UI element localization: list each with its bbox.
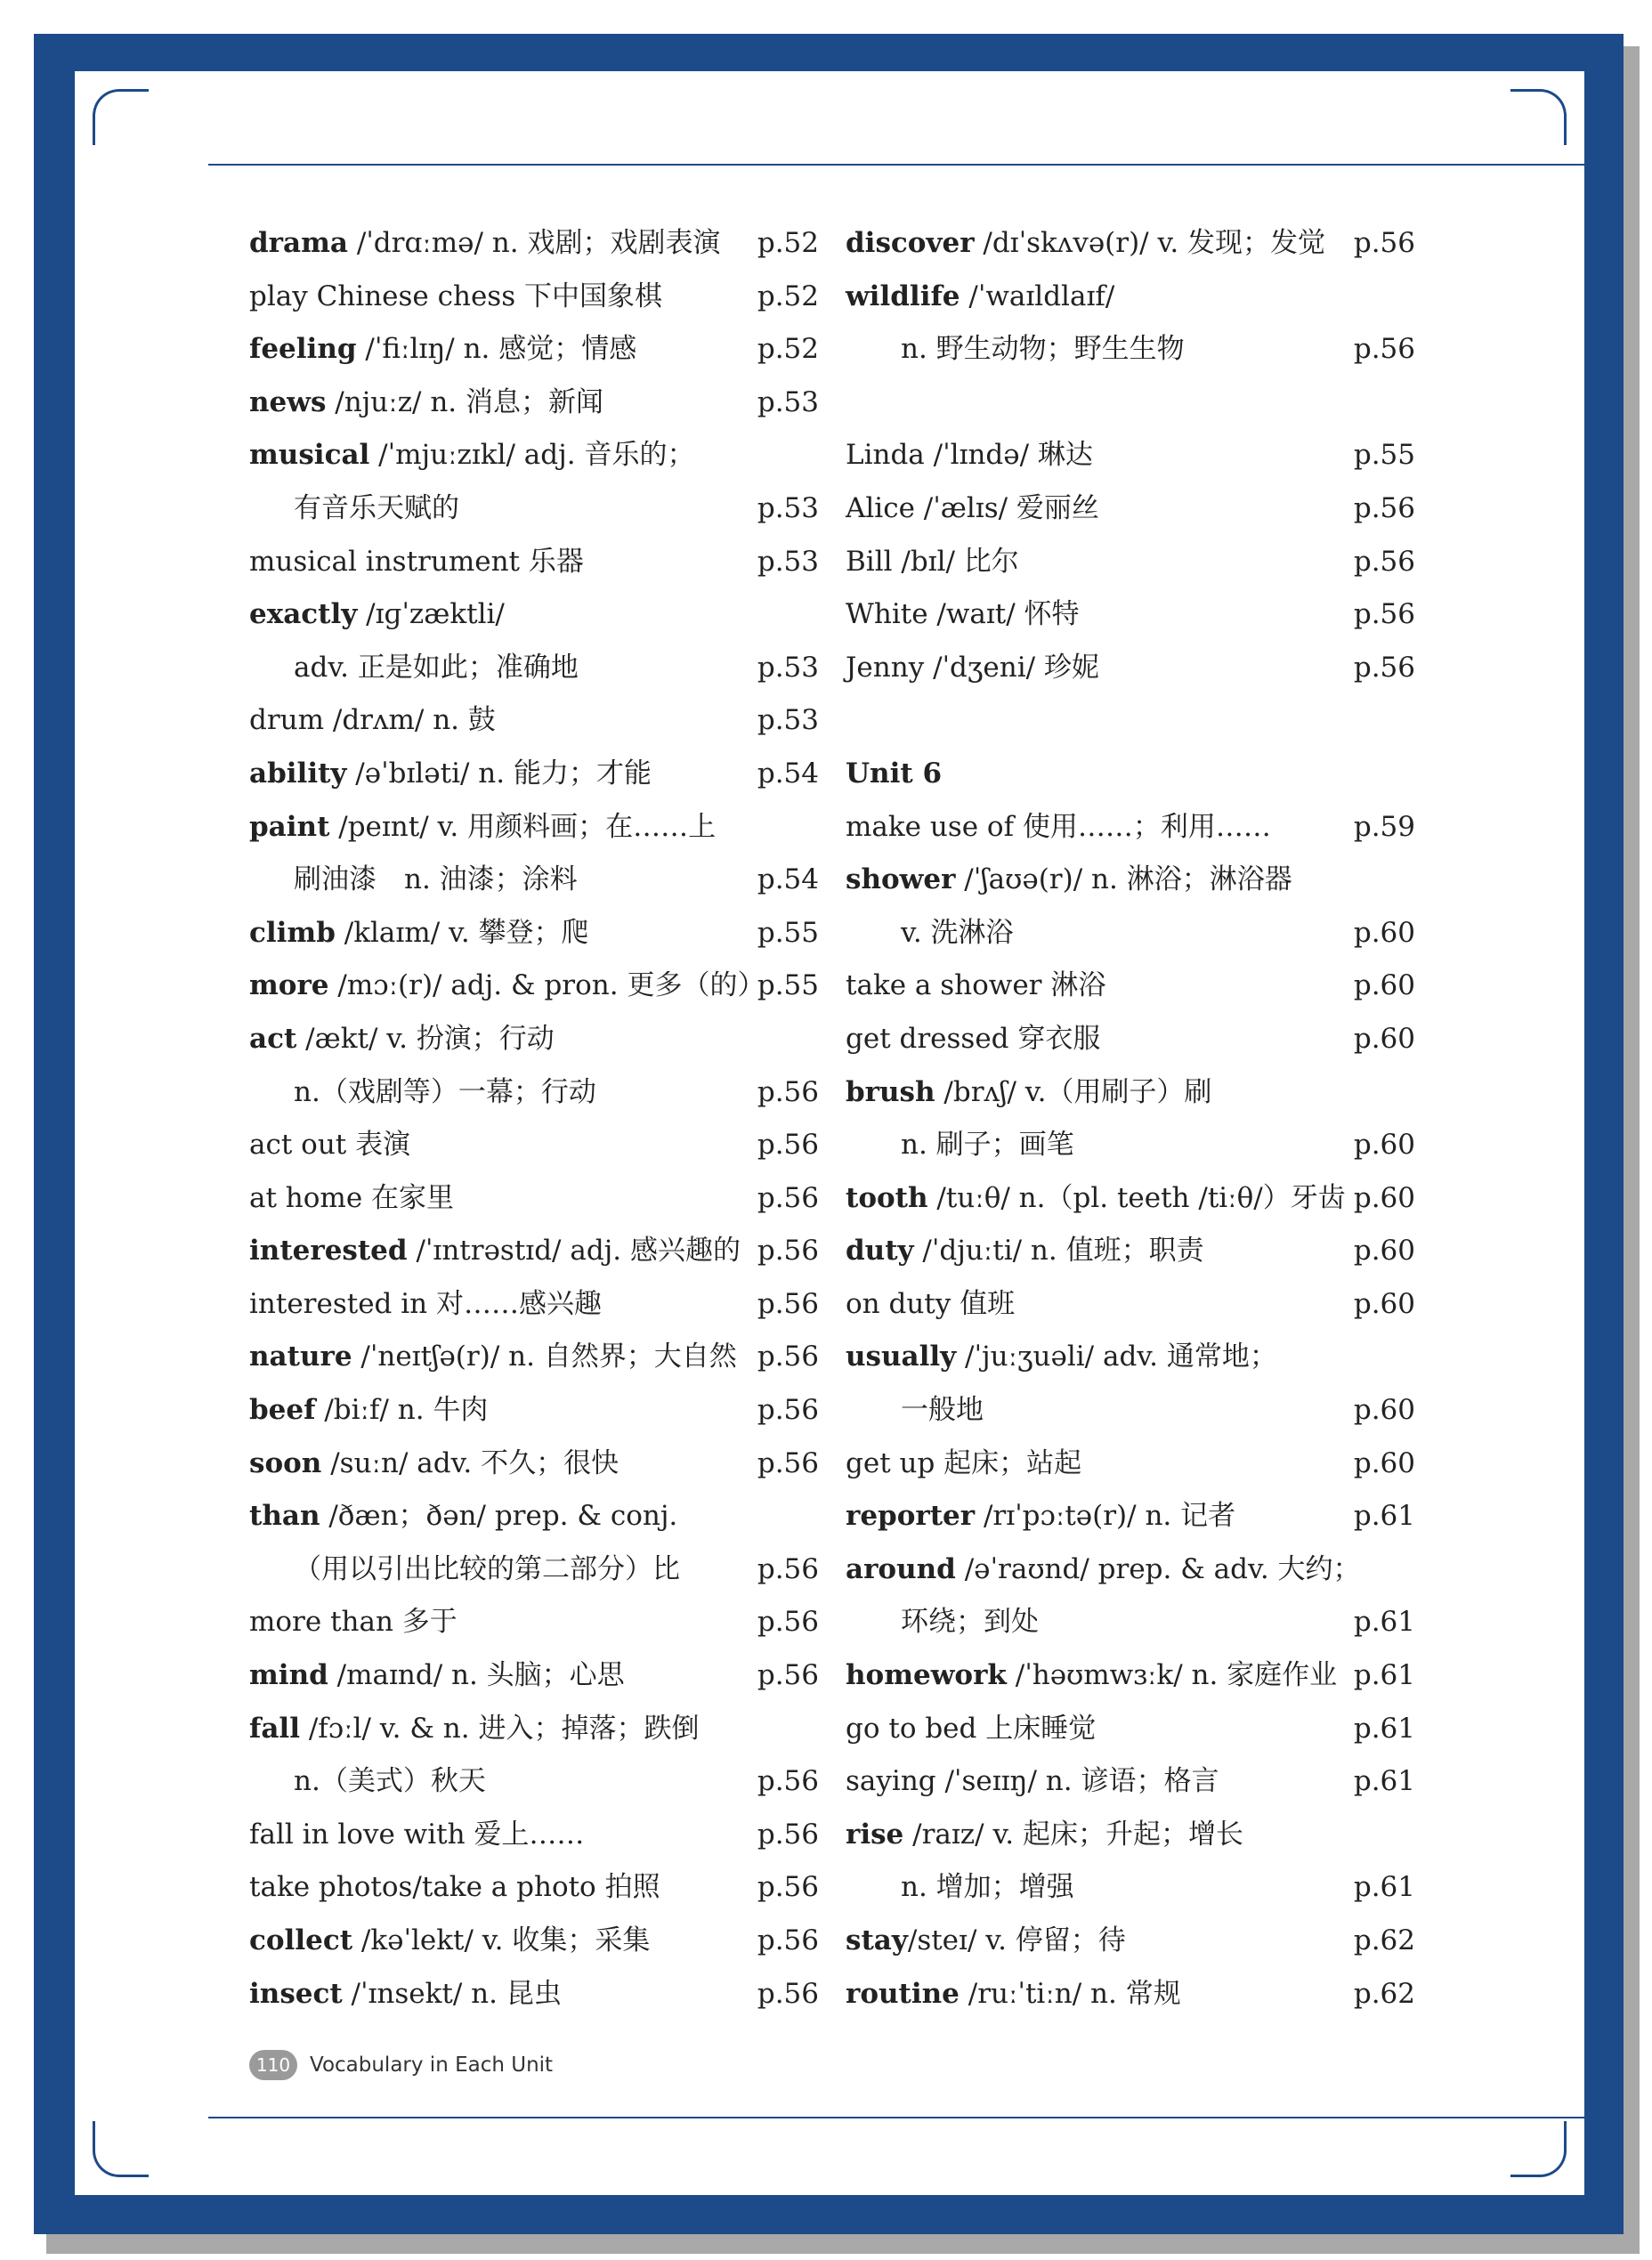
vocab-entry <box>249 748 819 801</box>
page-reference: p.56 <box>1353 491 1415 524</box>
headword: news <box>249 385 327 418</box>
vocab-entry <box>846 1278 1415 1332</box>
definition: /biːf/ n. 牛肉 <box>315 1394 489 1427</box>
definition: /ˈɪntrəstɪd/ adj. 感兴趣的 <box>407 1235 741 1268</box>
entry-text <box>249 536 584 589</box>
vocab-entry <box>249 482 819 536</box>
definition: adv. 正是如此；准确地 <box>294 651 579 684</box>
headword: act <box>249 1022 297 1055</box>
vocab-entry <box>249 1915 819 1968</box>
entry-text <box>249 960 765 1013</box>
vocab-entry <box>249 1278 819 1332</box>
headword: ability <box>249 757 347 790</box>
definition: /kəˈlekt/ v. 收集；采集 <box>352 1924 651 1956</box>
definition: /suːn/ adv. 不久；很快 <box>321 1446 620 1479</box>
definition: more than 多于 <box>249 1606 458 1639</box>
page-reference: p.56 <box>757 1446 819 1479</box>
definition: /ruːˈtiːn/ n. 常规 <box>959 1977 1181 2010</box>
page-reference: p.56 <box>757 1765 819 1798</box>
entry-text <box>846 1331 1277 1384</box>
definition: on duty 值班 <box>846 1287 1016 1320</box>
entry-text <box>846 748 942 801</box>
footer-title: Vocabulary in Each Unit <box>310 2053 554 2077</box>
definition: /ækt/ v. 扮演；行动 <box>296 1022 555 1055</box>
page-reference: p.60 <box>1353 1129 1415 1162</box>
entry-text <box>846 1861 1074 1915</box>
definition: drum /drʌm/ n. 鼓 <box>249 704 496 737</box>
entry-text <box>846 801 1271 855</box>
vocab-entry <box>249 1968 819 2021</box>
entry-text <box>846 1490 1235 1543</box>
vocab-entry <box>249 1066 819 1120</box>
definition: play Chinese chess 下中国象棋 <box>249 279 662 312</box>
vocab-entry <box>846 1649 1415 1703</box>
headword: rise <box>846 1818 904 1851</box>
vocab-entry <box>249 854 819 907</box>
page-number-badge: 110 <box>249 2050 297 2080</box>
entry-text <box>846 1384 984 1438</box>
vocab-entry <box>846 1543 1415 1597</box>
headword: insect <box>249 1977 343 2010</box>
headword: collect <box>249 1924 353 1956</box>
definition: 有音乐天赋的 <box>294 491 459 524</box>
vocab-entry <box>846 1703 1415 1756</box>
definition: /ˈwaɪldlaɪf/ <box>960 279 1115 312</box>
headword: paint <box>249 810 330 843</box>
entry-text <box>846 1225 1204 1278</box>
definition: /raɪz/ v. 起床；升起；增长 <box>903 1818 1243 1851</box>
definition: take a shower 淋浴 <box>846 969 1106 1002</box>
vocabulary-column-left <box>249 217 819 2021</box>
definition: /ˈneɪtʃə(r)/ n. 自然界；大自然 <box>352 1341 737 1373</box>
vocab-entry <box>249 1649 819 1703</box>
definition: /ˈdjuːti/ n. 值班；职责 <box>913 1235 1204 1268</box>
page-reference: p.56 <box>757 1871 819 1904</box>
definition: /ðæn；ðən/ prep. & conj. <box>320 1500 678 1533</box>
vocab-entry <box>846 1119 1415 1172</box>
headword: musical <box>249 439 370 472</box>
page-reference: p.60 <box>1353 1287 1415 1320</box>
headword: duty <box>846 1235 914 1268</box>
vocab-entry <box>846 1172 1415 1226</box>
headword: usually <box>846 1341 957 1373</box>
vocab-entry <box>249 1384 819 1438</box>
entry-text <box>846 1649 1337 1703</box>
definition: /ˈʃaʊə(r)/ n. 淋浴；淋浴器 <box>955 863 1292 896</box>
entry-text <box>249 1703 699 1756</box>
entry-text <box>249 1119 410 1172</box>
vocab-entry <box>846 907 1415 960</box>
definition: saying /ˈseɪɪŋ/ n. 谚语；格言 <box>846 1765 1219 1798</box>
definition: /steɪ/ v. 停留；待 <box>907 1924 1126 1956</box>
page-footer <box>249 2047 553 2083</box>
entry-text <box>846 642 1099 695</box>
page-reference: p.56 <box>757 1818 819 1851</box>
vocab-entry <box>249 960 819 1013</box>
entry-text <box>249 801 716 855</box>
entry-text <box>846 907 1014 960</box>
entry-text <box>846 1066 1211 1120</box>
entry-text <box>846 1755 1219 1809</box>
entry-text <box>846 1703 1096 1756</box>
headword: beef <box>249 1394 316 1427</box>
vocab-entry <box>846 1331 1415 1384</box>
vocab-entry <box>249 1596 819 1649</box>
entry-text <box>249 1384 488 1438</box>
definition: n.（戏剧等）一幕；行动 <box>294 1075 596 1108</box>
entry-text <box>846 1172 1346 1226</box>
page-reference: p.56 <box>757 1129 819 1162</box>
page-reference: p.59 <box>1353 810 1415 843</box>
headword: around <box>846 1552 956 1585</box>
page-reference: p.56 <box>1353 227 1415 259</box>
definition: /ˈhəʊmwɜːk/ n. 家庭作业 <box>1006 1659 1338 1692</box>
definition: /mɔː(r)/ adj. & pron. 更多（的） <box>328 969 765 1002</box>
vocab-entry <box>846 1225 1415 1278</box>
definition: take photos/take a photo 拍照 <box>249 1871 660 1904</box>
vocab-entry <box>249 588 819 642</box>
definition: /ˈdrɑːmə/ n. 戏剧；戏剧表演 <box>347 227 721 259</box>
entry-text <box>846 588 1080 642</box>
entry-text <box>249 271 662 324</box>
vocab-entry <box>846 642 1415 695</box>
entry-text <box>249 642 579 695</box>
entry-text <box>846 1596 1039 1649</box>
page-reference: p.56 <box>1353 598 1415 631</box>
vocab-entry <box>846 1066 1415 1120</box>
vocab-entry <box>249 1013 819 1066</box>
entry-text <box>846 1968 1181 2021</box>
vocab-entry <box>249 1809 819 1862</box>
page-reference: p.54 <box>757 863 819 896</box>
entry-text <box>846 1013 1100 1066</box>
vocab-entry <box>249 429 819 482</box>
definition: get dressed 穿衣服 <box>846 1022 1101 1055</box>
page-reference: p.54 <box>757 757 819 790</box>
definition: interested in 对……感兴趣 <box>249 1287 602 1320</box>
entry-text <box>249 1225 741 1278</box>
vocab-entry <box>249 1225 819 1278</box>
vocab-entry <box>846 536 1415 589</box>
definition: /ˈfiːlɪŋ/ n. 感觉；情感 <box>356 333 637 366</box>
corner-ornament <box>93 89 149 145</box>
entry-text <box>249 1968 562 2021</box>
definition: get up 起床；站起 <box>846 1446 1082 1479</box>
definition: Linda /ˈlɪndə/ 琳达 <box>846 439 1093 472</box>
corner-ornament <box>93 2121 149 2177</box>
page-reference: p.53 <box>757 651 819 684</box>
definition: /klaɪm/ v. 攀登；爬 <box>335 916 589 949</box>
definition: 环绕；到处 <box>901 1606 1039 1639</box>
definition: /ˈɪnsekt/ n. 昆虫 <box>342 1977 562 2010</box>
page-reference: p.61 <box>1353 1765 1415 1798</box>
entry-text <box>249 1331 737 1384</box>
definition: /njuːz/ n. 消息；新闻 <box>326 385 603 418</box>
page-reference: p.56 <box>757 1659 819 1692</box>
entry-text <box>846 217 1325 271</box>
headword: interested <box>249 1235 408 1268</box>
definition: /fɔːl/ v. & n. 进入；掉落；跌倒 <box>299 1712 700 1745</box>
definition: make use of 使用……；利用…… <box>846 810 1271 843</box>
vocab-entry <box>846 854 1415 907</box>
entry-text <box>249 323 636 377</box>
vocab-entry <box>846 1596 1415 1649</box>
page-reference: p.55 <box>1353 439 1415 472</box>
headword: discover <box>846 227 975 259</box>
vocab-entry <box>249 1861 819 1915</box>
headword: than <box>249 1500 320 1533</box>
page-reference: p.60 <box>1353 1235 1415 1268</box>
entry-text <box>249 854 578 907</box>
definition: Bill /bɪl/ 比尔 <box>846 545 1019 578</box>
vocab-entry <box>249 1490 819 1543</box>
vocab-entry <box>846 588 1415 642</box>
page-reference: p.56 <box>757 1181 819 1214</box>
headword: reporter <box>846 1500 976 1533</box>
definition: /əˈraʊnd/ prep. & adv. 大约； <box>955 1552 1361 1585</box>
definition: /brʌʃ/ v.（用刷子）刷 <box>935 1075 1212 1108</box>
spacer <box>846 694 1415 748</box>
definition: （用以引出比较的第二部分）比 <box>294 1552 680 1585</box>
entry-text <box>249 429 694 482</box>
page-reference: p.52 <box>757 333 819 366</box>
headword: wildlife <box>846 279 960 312</box>
headword: tooth <box>846 1181 928 1214</box>
entry-text <box>249 1649 625 1703</box>
vocab-entry <box>846 1968 1415 2021</box>
headword: brush <box>846 1075 935 1108</box>
headword: exactly <box>249 598 358 631</box>
page-reference: p.61 <box>1353 1606 1415 1639</box>
page-reference: p.56 <box>1353 651 1415 684</box>
vocab-entry <box>249 694 819 748</box>
definition: /ɪɡˈzæktli/ <box>357 598 505 631</box>
entry-text <box>249 1915 650 1968</box>
vocab-entry <box>249 536 819 589</box>
entry-text <box>249 1809 584 1862</box>
vocab-entry <box>846 1755 1415 1809</box>
page-reference: p.56 <box>757 1341 819 1373</box>
vocab-entry <box>249 801 819 855</box>
page-reference: p.56 <box>757 1394 819 1427</box>
entry-text <box>249 694 496 748</box>
corner-ornament <box>1510 89 1567 145</box>
page-reference: p.60 <box>1353 1394 1415 1427</box>
page-reference: p.56 <box>757 1552 819 1585</box>
vocab-entry <box>249 323 819 377</box>
entry-text <box>846 960 1105 1013</box>
page-reference: p.62 <box>1353 1924 1415 1956</box>
entry-text <box>249 1596 458 1649</box>
entry-text <box>846 429 1093 482</box>
definition: /ˈjuːʒuəli/ adv. 通常地； <box>956 1341 1277 1373</box>
headword: soon <box>249 1446 322 1479</box>
page-reference: p.53 <box>757 704 819 737</box>
spacer <box>846 377 1415 430</box>
headword: fall <box>249 1712 300 1745</box>
definition: Jenny /ˈdʒeni/ 珍妮 <box>846 651 1099 684</box>
page-reference: p.55 <box>757 969 819 1002</box>
unit-heading <box>846 748 1415 801</box>
page-reference: p.53 <box>757 385 819 418</box>
vocab-entry <box>249 907 819 960</box>
entry-text <box>249 1438 619 1491</box>
page-reference: p.56 <box>757 1075 819 1108</box>
entry-text <box>249 1066 596 1120</box>
vocab-entry <box>846 217 1415 271</box>
definition: /əˈbɪləti/ n. 能力；才能 <box>346 757 652 790</box>
entry-text <box>846 536 1019 589</box>
vocab-entry <box>846 960 1415 1013</box>
page-reference: p.56 <box>1353 545 1415 578</box>
page-reference: p.61 <box>1353 1659 1415 1692</box>
definition: /peɪnt/ v. 用颜料画；在……上 <box>329 810 717 843</box>
vocab-entry <box>249 1703 819 1756</box>
entry-text <box>846 323 1185 377</box>
page-reference: p.56 <box>757 1606 819 1639</box>
entry-text <box>249 1861 660 1915</box>
unit-title: Unit 6 <box>846 757 943 790</box>
headword: routine <box>846 1977 960 2010</box>
entry-text <box>249 1755 486 1809</box>
headword: homework <box>846 1659 1007 1692</box>
vocab-entry <box>846 1490 1415 1543</box>
definition: v. 洗淋浴 <box>901 916 1014 949</box>
definition: at home 在家里 <box>249 1181 455 1214</box>
entry-text <box>846 1119 1074 1172</box>
entry-text <box>249 377 603 430</box>
page-reference: p.56 <box>757 1287 819 1320</box>
vocab-entry <box>846 1438 1415 1491</box>
entry-text <box>249 907 589 960</box>
vocab-entry <box>846 482 1415 536</box>
vocab-entry <box>249 1119 819 1172</box>
vocab-entry <box>846 271 1415 324</box>
vocab-entry <box>846 429 1415 482</box>
definition: musical instrument 乐器 <box>249 545 584 578</box>
page-reference: p.56 <box>757 1977 819 2010</box>
corner-ornament <box>1510 2121 1567 2177</box>
headword: drama <box>249 227 348 259</box>
entry-text <box>846 854 1292 907</box>
definition: n.（美式）秋天 <box>294 1765 486 1798</box>
definition: White /waɪt/ 怀特 <box>846 598 1080 631</box>
definition: fall in love with 爱上…… <box>249 1818 585 1851</box>
definition: act out 表演 <box>249 1129 411 1162</box>
definition: /tuːθ/ n.（pl. teeth /tiːθ/）牙齿 <box>927 1181 1346 1214</box>
entry-text <box>249 1172 454 1226</box>
page-reference: p.60 <box>1353 1446 1415 1479</box>
definition: /maɪnd/ n. 头脑；心思 <box>328 1659 625 1692</box>
definition: n. 刷子；画笔 <box>901 1129 1074 1162</box>
page-reference: p.61 <box>1353 1871 1415 1904</box>
page-reference: p.62 <box>1353 1977 1415 2010</box>
vocab-entry <box>846 1809 1415 1862</box>
entry-text <box>249 482 459 536</box>
vocab-entry <box>846 801 1415 855</box>
headword: climb <box>249 916 336 949</box>
definition: n. 野生动物；野生生物 <box>901 333 1185 366</box>
vocab-entry <box>249 1438 819 1491</box>
definition: /dɪˈskʌvə(r)/ v. 发现；发觉 <box>974 227 1326 259</box>
headword: nature <box>249 1341 352 1373</box>
bottom-rule <box>208 2117 1593 2118</box>
page-reference: p.60 <box>1353 1181 1415 1214</box>
entry-text <box>249 217 720 271</box>
entry-text <box>249 748 652 801</box>
headword: feeling <box>249 333 357 366</box>
vocab-entry <box>249 377 819 430</box>
page-reference: p.53 <box>757 491 819 524</box>
definition: /rɪˈpɔːtə(r)/ n. 记者 <box>975 1500 1236 1533</box>
entry-text <box>249 1490 677 1543</box>
entry-text <box>249 588 505 642</box>
definition: n. 增加；增强 <box>901 1871 1074 1904</box>
vocab-entry <box>249 642 819 695</box>
headword: stay <box>846 1924 908 1956</box>
page-reference: p.53 <box>757 545 819 578</box>
entry-text <box>846 1543 1361 1597</box>
page-reference: p.60 <box>1353 916 1415 949</box>
entry-text <box>846 1915 1126 1968</box>
page-reference: p.52 <box>757 227 819 259</box>
vocab-entry <box>846 1013 1415 1066</box>
page-reference: p.52 <box>757 279 819 312</box>
vocab-entry <box>249 1755 819 1809</box>
entry-text <box>846 1438 1081 1491</box>
page-reference: p.60 <box>1353 969 1415 1002</box>
vocab-entry <box>249 217 819 271</box>
page-reference: p.60 <box>1353 1022 1415 1055</box>
vocab-entry <box>249 1543 819 1597</box>
page-reference: p.61 <box>1353 1500 1415 1533</box>
entry-text <box>249 1543 680 1597</box>
headword: more <box>249 969 329 1002</box>
vocab-entry <box>249 271 819 324</box>
entry-text <box>249 1278 602 1332</box>
entry-text <box>846 1278 1015 1332</box>
vocab-entry <box>846 1861 1415 1915</box>
definition: Alice /ˈælɪs/ 爱丽丝 <box>846 491 1099 524</box>
vocab-entry <box>249 1331 819 1384</box>
vocabulary-column-right <box>846 217 1415 2021</box>
headword: shower <box>846 863 956 896</box>
entry-text <box>846 482 1099 536</box>
page-reference: p.56 <box>1353 333 1415 366</box>
definition: 刷油漆 n. 油漆；涂料 <box>294 863 578 896</box>
definition: go to bed 上床睡觉 <box>846 1712 1097 1745</box>
headword: mind <box>249 1659 328 1692</box>
entry-text <box>846 1809 1243 1862</box>
top-rule <box>208 164 1593 166</box>
page-reference: p.55 <box>757 916 819 949</box>
definition: /ˈmjuːzɪkl/ adj. 音乐的； <box>369 439 695 472</box>
vocab-entry <box>846 323 1415 377</box>
definition: 一般地 <box>901 1394 984 1427</box>
entry-text <box>846 271 1114 324</box>
page-reference: p.56 <box>757 1235 819 1268</box>
page-reference: p.61 <box>1353 1712 1415 1745</box>
vocab-entry <box>846 1384 1415 1438</box>
vocab-entry <box>846 1915 1415 1968</box>
entry-text <box>249 1013 555 1066</box>
page-reference: p.56 <box>757 1924 819 1956</box>
vocab-entry <box>249 1172 819 1226</box>
